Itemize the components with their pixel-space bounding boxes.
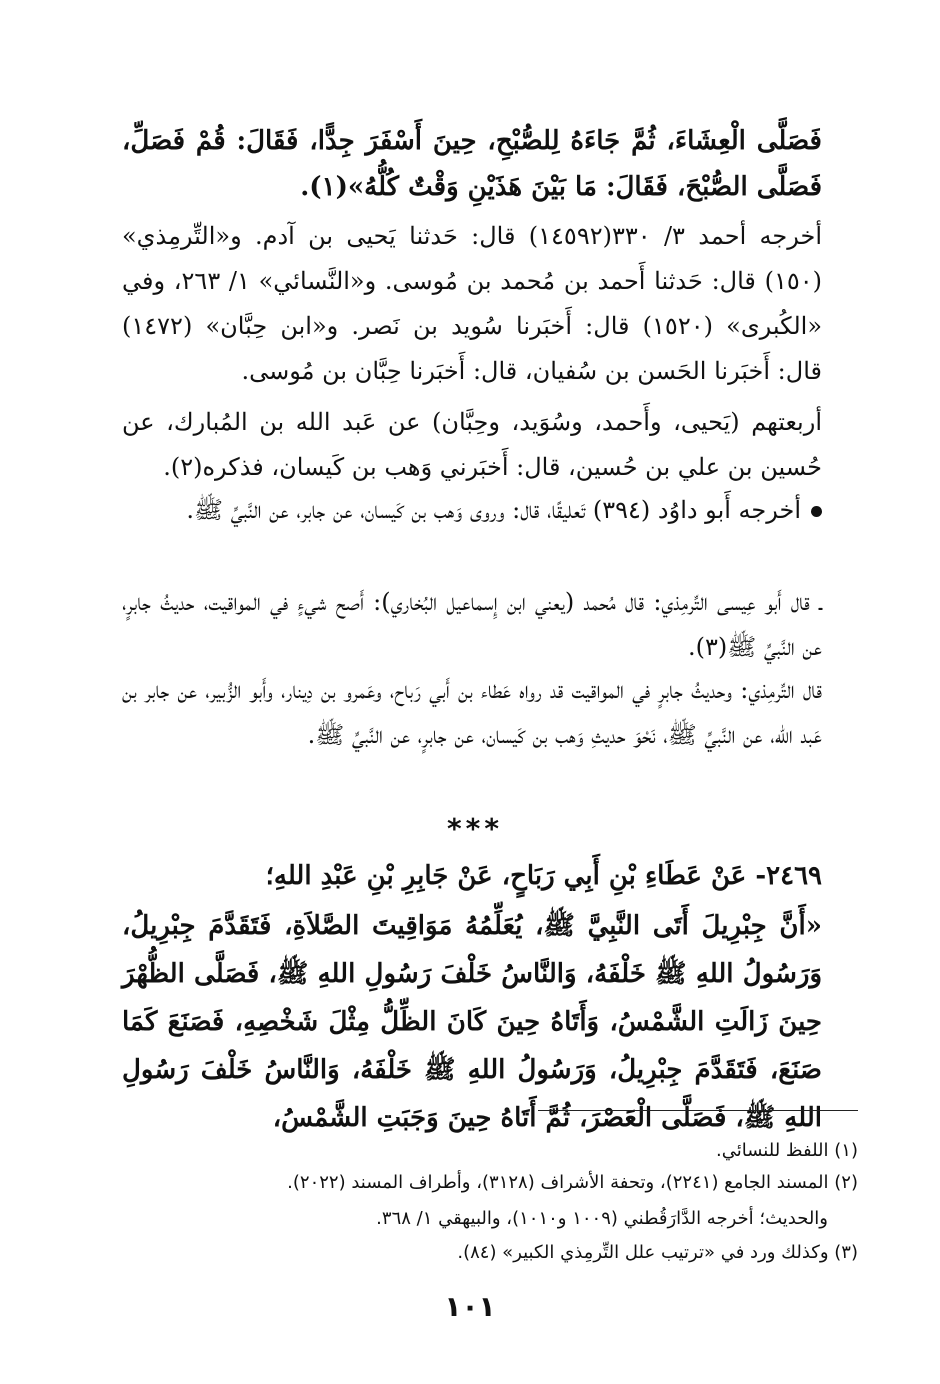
- footnote-2: (٢) المسند الجامع (٢٢٤١)، وتحفة الأشراف (٣١٢٨)، وأطراف المسند (٢٠٢٢).: [287, 1172, 858, 1193]
- footnote-3: (٣) وكذلك ورد في «ترتيب علل التِّرمِذي الكبير» (٨٤).: [457, 1242, 858, 1263]
- bullet-paragraph: [122, 488, 822, 533]
- takhrij-chain-paragraph: أربعتهم (يَحيى، وأَحمد، وسُوَيد، وحِبَّان) عن عَبد الله بن المُبارك، عن حُسين بن علي بن حُسين، قال: أَخبَرني وَهب بن كَيسان، فذكره(٢).: [122, 408, 822, 481]
- footnote-rule: [538, 1110, 858, 1111]
- tirmidhi-quote-bukhari: ـ قال أَبو عِيسى التِّرمِذي: قال مُحمد (يعني ابن إِسماعيل البُخاري): أَصح شيءٍ في المواقيت، حديثُ جابرٍ، عن النَّبيِّ ﷺ(٣).: [122, 588, 822, 661]
- hadith-number-isnad: ٢٤٦٩- عَنْ عَطَاءِ بْنِ أَبِي رَبَاحٍ، عَنْ جَابِرِ بْنِ عَبْدِ اللهِ؛: [265, 861, 822, 891]
- tirmidhi-comment: قال التِّرمِذي: وحديثُ جابرٍ في المواقيت قد رواه عَطاء بن أَبي رَباح، وعَمرو بن دِينار، وأَبو الزُّبير، عن جابر بن عَبد الله، عن النَّبيِّ ﷺ، نَحْوَ حديثِ وَهب بن كَيسان، عن جابرٍ، عن النَّبيِّ ﷺ.: [122, 676, 822, 749]
- footnote-1: (١) اللفظ للنسائي.: [716, 1140, 858, 1161]
- section-separator: ***: [447, 812, 503, 845]
- page-number: ١٠١: [444, 1290, 496, 1323]
- bullet-dot-icon: [811, 506, 822, 517]
- hadith-matn: «أَنَّ جِبْرِيلَ أَتَى النَّبِيَّ ﷺ، يُعَلِّمُهُ مَوَاقِيتَ الصَّلاَةِ، فَتَقَدَّمَ جِبْرِيلُ، وَرَسُولُ اللهِ ﷺ خَلْفَهُ، وَالنَّاسُ خَلْفَ رَسُولِ اللهِ ﷺ، فَصَلَّى الظُّهْرَ حِينَ زَالَتِ الشَّمْسُ، وَأَتَاهُ حِينَ كَانَ الظِّلُّ مِثْلَ شَخْصِهِ، فَصَنَعَ كَمَا صَنَعَ، فَتَقَدَّمَ جِبْرِيلُ، وَرَسُولُ اللهِ ﷺ خَلْفَهُ، وَالنَّاسُ خَلْفَ رَسُولِ اللهِ ﷺ، فَصَلَّى الْعَصْرَ، ثُمَّ أَتَاهُ حِينَ وَجَبَتِ الشَّمْسُ،: [122, 911, 822, 1133]
- hadith-continuation: فَصَلَّى الْعِشَاءَ، ثُمَّ جَاءَهُ لِلصُّبْحِ، حِينَ أَسْفَرَ جِدًّا، فَقَالَ: قُمْ فَصَلِّ، فَصَلَّى الصُّبْحَ، فَقَالَ: مَا بَيْنَ هَذَيْنِ وَقْتٌ كُلُّهُ»(١).: [122, 126, 822, 202]
- footnote-2-continuation: والحديث؛ أخرجه الدَّارَقُطني (١٠٠٩ و١٠١٠)، والبيهقي ١/ ٣٦٨.: [376, 1208, 828, 1229]
- takhrij-paragraph: أخرجه أحمد ٣/ ٣٣٠(١٤٥٩٢) قال: حَدثنا يَحيى بن آدم. و«التِّرمِذي» (١٥٠) قال: حَدثنا أَحمد بن مُحمد بن مُوسى. و«النَّسائي» ١/ ٢٦٣، وفي «الكُبرى» (١٥٢٠) قال: أَخبَرنا سُويد بن نَصر. و«ابن حِبَّان» (١٤٧٢) قال: أَخبَرنا الحَسن بن سُفيان، قال: أَخبَرنا حِبَّان بن مُوسى.: [122, 222, 823, 385]
- bullet-text: أخرجه أَبو داوُد (٣٩٤) تَعليقًا، قال: وروى وَهب بن كَيسان، عن جابر، عن النَّبيِّ ﷺ.: [186, 496, 801, 524]
